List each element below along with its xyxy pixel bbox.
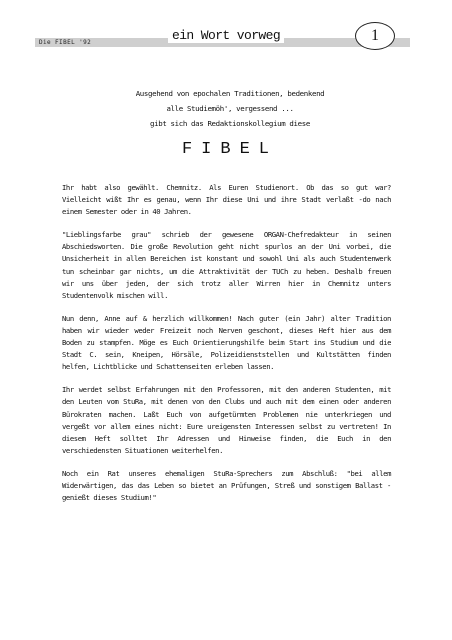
intro-block [70,86,390,131]
paragraph-4: Ihr werdet selbst Erfahrungen mit den Professoren, mit den anderen Studenten, mit den Leuten vom StuRa, mit denen von den Clubs und auch mit dem einen oder anderen Bürokraten machen. Laßt Euch von aufgetürmten Problemen nie unterkriegen und vergeßt vor allem eines nicht: Eure ureigensten Interessen selbst zu vertreten! In diesem Heft solltet Ihr Adressen und Hinweise finden, die Euch in den verschiedensten Situationen weiterhelfen. [62,385,391,455]
intro-line-1: Ausgehend von epochalen Traditionen, bedenkend [135,89,325,98]
page-title: ein Wort vorweg [168,28,284,43]
paragraph-5: Noch ein Rat unseres ehemaligen StuRa-Sprechers zum Abschluß: "bei allem Widerwärtigen, das das Leben so bietet an Prüfungen, Streß und sonstigem Ballast - genießt dieses Studium!" [62,468,391,503]
page-number: 1 [371,27,379,44]
page-number-badge [355,22,395,50]
intro-line-2: alle Studiemöh', vergessend ... [166,104,294,113]
paragraph-1: Ihr habt also gewählt. Chemnitz. Als Euren Studienort. Ob das so gut war? Vielleicht wißt Ihr es genau, wenn Ihr diese Uni und ihre Stadt verlaßt -do nach einem Semester oder in 40 Jahren. [62,183,391,217]
intro-line-3: gibt sich das Redaktionskollegium diese [150,119,310,128]
header-publication-label: Die FIBEL '92 [39,39,92,46]
body-text [62,182,391,515]
paragraph-2: "Lieblingsfarbe grau" schrieb der gewesene ORGAN-Chefredakteur in seinen Abschiedsworten. Die große Revolution geht nicht spurlos an der Uni vorbei, die Unsicherheit in allen Bereichen ist konstant und sowohl Uni als auch Studentenwerk tun scheinbar gar nichts, um die Attraktivität der TUCh zu heben. Deshalb freuen wir uns über jeden, der sich trotz aller Wirren hier in Chemnitz unters Studentenvolk mischen will. [62,230,391,300]
paragraph-3: Nun denn, Anne auf & herzlich willkommen! Nach guter (ein Jahr) alter Tradition haben wir wieder weder Freizeit noch Nerven geschont, dieses Heft hier aus dem Boden zu stampfen. Möge es Euch Orientierungshilfe beim Start ins Studium und die Stadt C. sein, Kneipen, Hörsäle, Polizeidienststellen und Kultstätten finden helfen, Lichtblicke und Schattenseiten erleben lassen. [62,313,391,372]
fibel-title: FIBEL [181,140,278,159]
